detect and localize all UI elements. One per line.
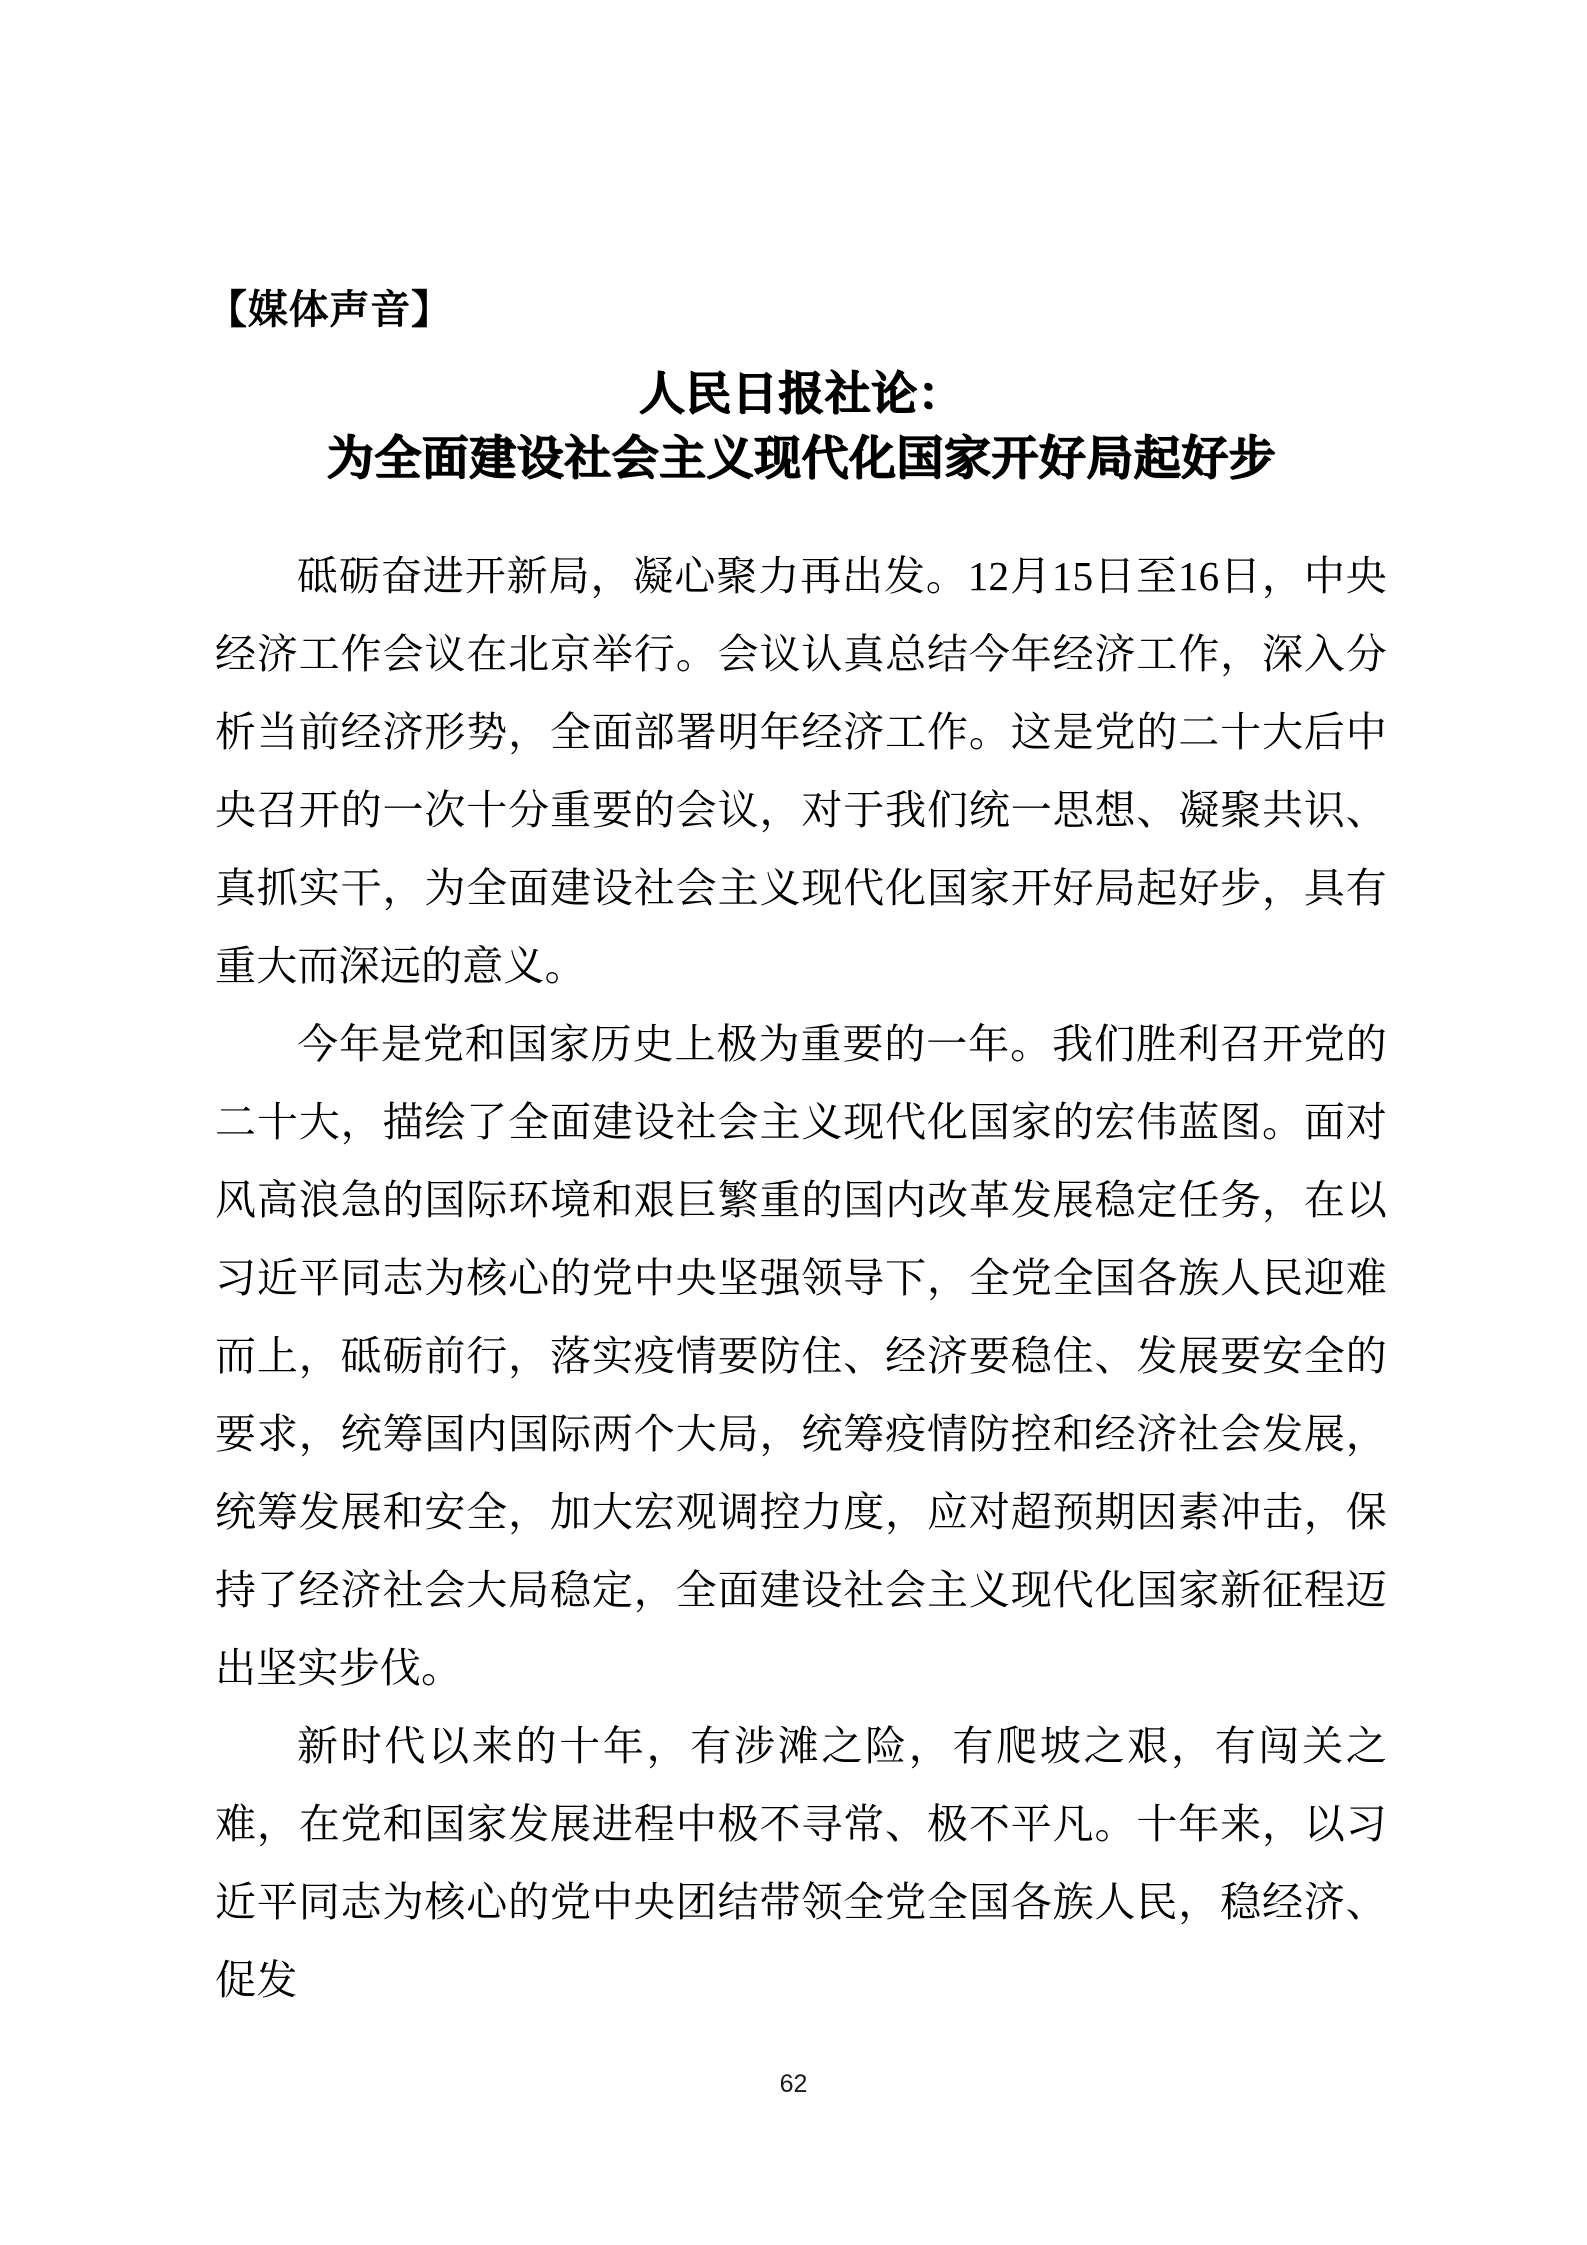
article-title-line-1: 人民日报社论： (638, 368, 964, 419)
page-content (207, 0, 1387, 2019)
article-paragraph: 新时代以来的十年，有涉滩之险，有爬坡之艰，有闯关之难，在党和国家发展进程中极不寻常、极不平凡。十年来，以习近平同志为核心的党中央团结带领全党全国各族人民，稳经济、促发 (215, 1723, 1387, 2004)
page-number: 62 (779, 2070, 808, 2098)
article-title-line-2: 为全面建设社会主义现代化国家开好局起好步 (326, 433, 1276, 486)
section-header: 【媒体声音】 (207, 287, 452, 332)
article-paragraph: 今年是党和国家历史上极为重要的一年。我们胜利召开党的二十大，描绘了全面建设社会主义现代化国家的宏伟蓝图。面对风高浪急的国际环境和艰巨繁重的国内改革发展稳定任务，在以习近平同志为核心的党中央坚强领导下，全党全国各族人民迎难而上，砥砺前行，落实疫情要防住、经济要稳住、发展要安全的要求，统筹国内国际两个大局，统筹疫情防控和经济社会发展，统筹发展和安全，加大宏观调控力度，应对超预期因素冲击，保持了经济社会大局稳定，全面建设社会主义现代化国家新征程迈出坚实步伐。 (215, 1021, 1387, 1692)
article-paragraph: 砥砺奋进开新局，凝心聚力再出发。12月15日至16日，中央经济工作会议在北京举行。会议认真总结今年经济工作，深入分析当前经济形势，全面部署明年经济工作。这是党的二十大后中央召开的一次十分重要的会议，对于我们统一思想、凝聚共识、真抓实干，为全面建设社会主义现代化国家开好局起好步，具有重大而深远的意义。 (215, 553, 1387, 990)
article-title (215, 335, 1387, 493)
article-body (215, 493, 1387, 2019)
